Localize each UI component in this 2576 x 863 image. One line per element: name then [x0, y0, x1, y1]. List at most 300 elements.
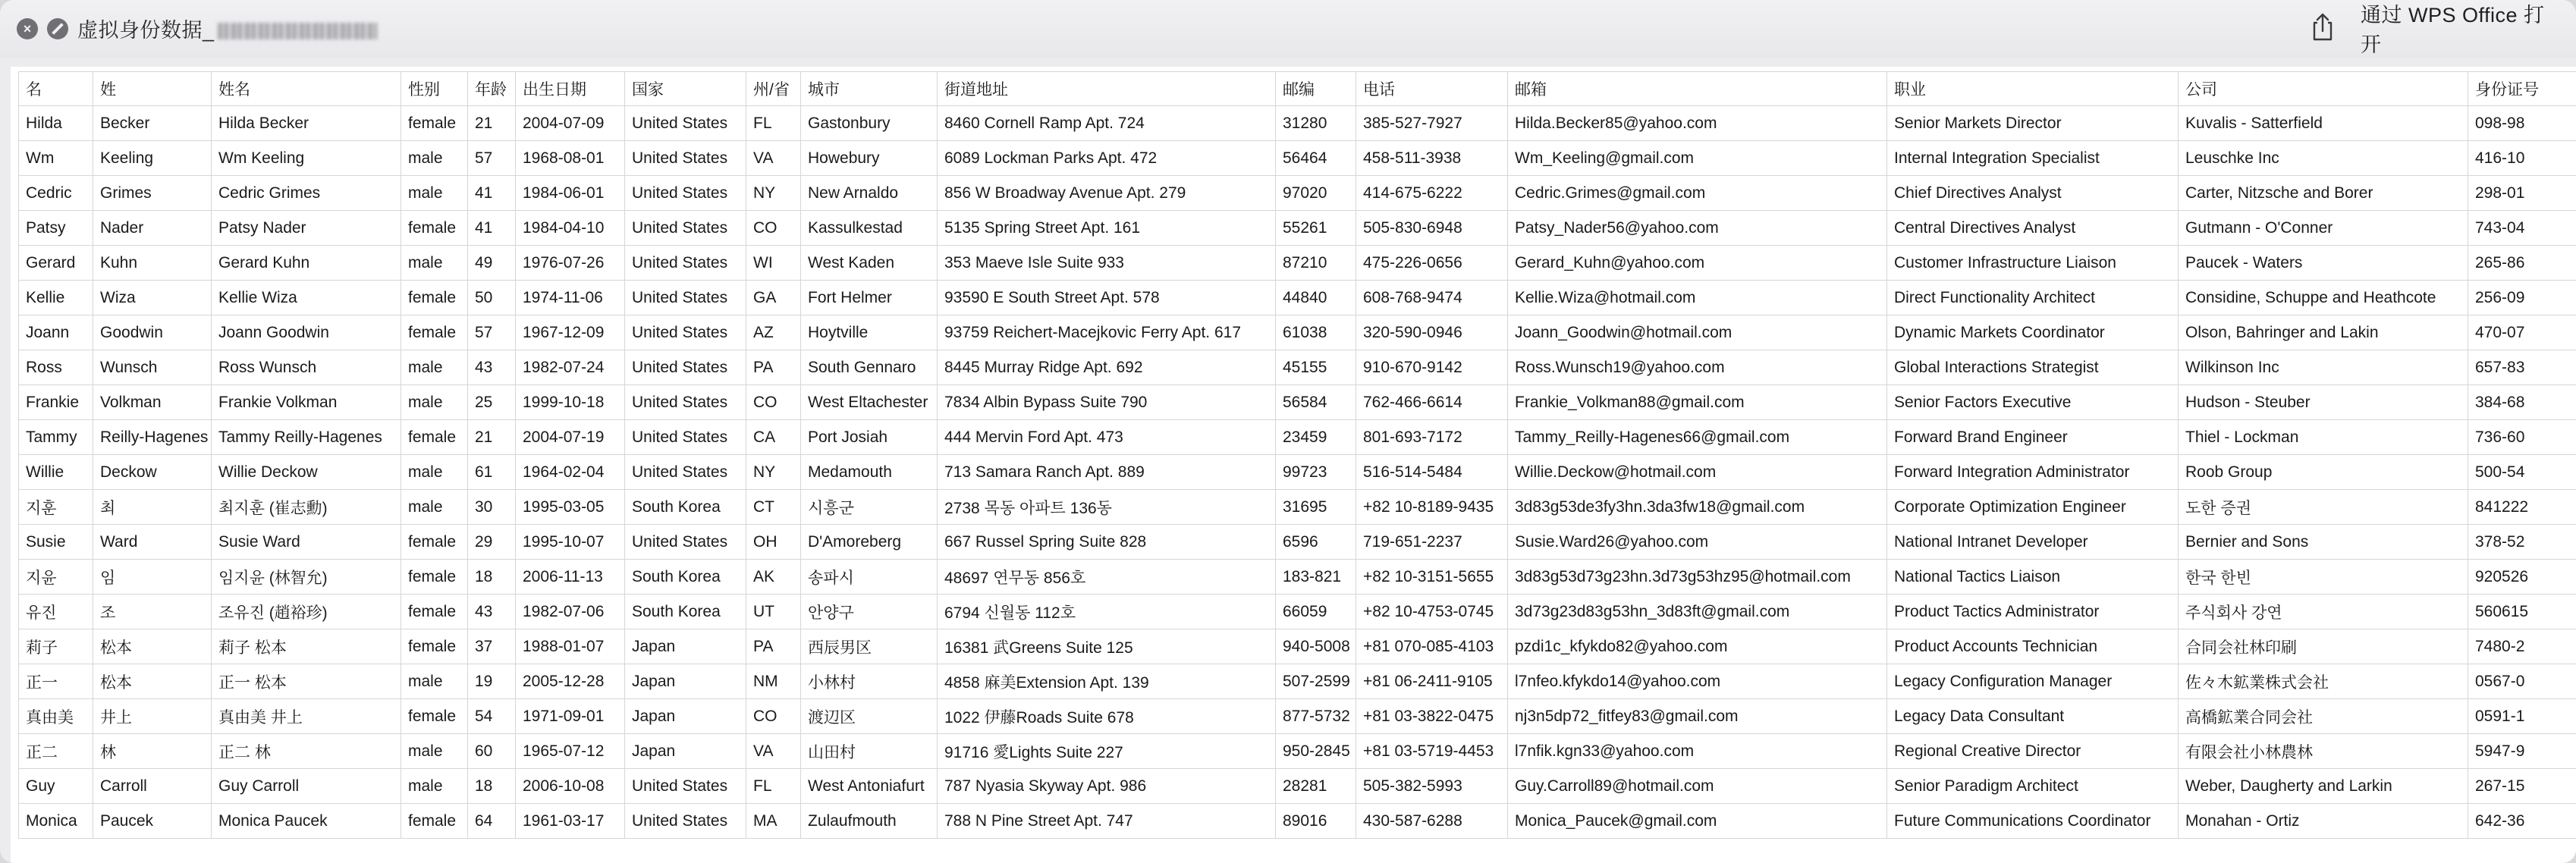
- cell-gender: female: [401, 804, 468, 839]
- cell-street-address: 91716 愛Lights Suite 227: [938, 734, 1276, 769]
- column-header-last-name: 姓: [93, 72, 212, 106]
- cell-company: Considine, Schuppe and Heathcote: [2179, 281, 2468, 315]
- table-row: [19, 664, 2576, 699]
- cell-state: PA: [746, 350, 801, 385]
- cell-city: D'Amoreberg: [801, 525, 938, 560]
- cell-age: 18: [468, 560, 516, 595]
- table-row: [19, 141, 2576, 176]
- cell-postal-code: 89016: [1276, 804, 1356, 839]
- cell-full-name: Ross Wunsch: [212, 350, 401, 385]
- cell-country: United States: [625, 106, 746, 141]
- cell-street-address: 4858 麻美Extension Apt. 139: [938, 664, 1276, 699]
- cell-city: West Eltachester: [801, 385, 938, 420]
- table-row: [19, 769, 2576, 804]
- column-header-city: 城市: [801, 72, 938, 106]
- cell-street-address: 6089 Lockman Parks Apt. 472: [938, 141, 1276, 176]
- cell-phone: +82 10-4753-0745: [1356, 595, 1508, 629]
- column-header-street-address: 街道地址: [938, 72, 1276, 106]
- cell-gender: male: [401, 769, 468, 804]
- cell-postal-code: 97020: [1276, 176, 1356, 211]
- table-row: [19, 315, 2576, 350]
- cell-last-name: 松本: [93, 629, 212, 664]
- table-row: [19, 281, 2576, 315]
- cell-country: South Korea: [625, 595, 746, 629]
- cell-birth-date: 1984-06-01: [516, 176, 625, 211]
- data-table: [18, 71, 2576, 839]
- cell-state: MA: [746, 804, 801, 839]
- cell-state: OH: [746, 525, 801, 560]
- cell-postal-code: 28281: [1276, 769, 1356, 804]
- cell-postal-code: 940-5008: [1276, 629, 1356, 664]
- cell-first-name: Monica: [19, 804, 93, 839]
- cell-job-title: Customer Infrastructure Liaison: [1887, 246, 2179, 281]
- cell-last-name: Carroll: [93, 769, 212, 804]
- cell-state: NY: [746, 455, 801, 490]
- table-row: [19, 350, 2576, 385]
- cell-gender: female: [401, 525, 468, 560]
- block-icon[interactable]: [47, 18, 68, 39]
- cell-id-number: 0591-1: [2468, 699, 2576, 734]
- cell-full-name: 正一 松本: [212, 664, 401, 699]
- cell-street-address: 16381 武Greens Suite 125: [938, 629, 1276, 664]
- cell-company: Hudson - Steuber: [2179, 385, 2468, 420]
- cell-last-name: Ward: [93, 525, 212, 560]
- cell-phone: 385-527-7927: [1356, 106, 1508, 141]
- cell-age: 37: [468, 629, 516, 664]
- cell-state: CA: [746, 420, 801, 455]
- cell-full-name: Hilda Becker: [212, 106, 401, 141]
- cell-country: United States: [625, 769, 746, 804]
- cell-last-name: Deckow: [93, 455, 212, 490]
- cell-state: CO: [746, 211, 801, 246]
- cell-company: Thiel - Lockman: [2179, 420, 2468, 455]
- cell-email: l7nfeo.kfykdo14@yahoo.com: [1508, 664, 1887, 699]
- cell-country: Japan: [625, 699, 746, 734]
- cell-birth-date: 1964-02-04: [516, 455, 625, 490]
- cell-street-address: 8460 Cornell Ramp Apt. 724: [938, 106, 1276, 141]
- cell-job-title: Corporate Optimization Engineer: [1887, 490, 2179, 525]
- cell-job-title: Forward Brand Engineer: [1887, 420, 2179, 455]
- cell-email: Tammy_Reilly-Hagenes66@gmail.com: [1508, 420, 1887, 455]
- column-header-id-number: 身份证号: [2468, 72, 2576, 106]
- cell-phone: +81 070-085-4103: [1356, 629, 1508, 664]
- cell-birth-date: 1999-10-18: [516, 385, 625, 420]
- cell-full-name: Kellie Wiza: [212, 281, 401, 315]
- cell-id-number: 642-36: [2468, 804, 2576, 839]
- cell-state: CO: [746, 699, 801, 734]
- cell-postal-code: 6596: [1276, 525, 1356, 560]
- cell-age: 61: [468, 455, 516, 490]
- cell-first-name: Kellie: [19, 281, 93, 315]
- cell-birth-date: 1982-07-24: [516, 350, 625, 385]
- cell-phone: 762-466-6614: [1356, 385, 1508, 420]
- cell-email: Cedric.Grimes@gmail.com: [1508, 176, 1887, 211]
- cell-city: 山田村: [801, 734, 938, 769]
- cell-age: 21: [468, 420, 516, 455]
- cell-country: Japan: [625, 629, 746, 664]
- cell-postal-code: 31695: [1276, 490, 1356, 525]
- window-title-text: 虚拟身份数据_: [77, 19, 215, 42]
- cell-first-name: Frankie: [19, 385, 93, 420]
- cell-job-title: Product Tactics Administrator: [1887, 595, 2179, 629]
- cell-first-name: Willie: [19, 455, 93, 490]
- column-header-country: 国家: [625, 72, 746, 106]
- cell-postal-code: 31280: [1276, 106, 1356, 141]
- cell-email: Monica_Paucek@gmail.com: [1508, 804, 1887, 839]
- cell-job-title: Regional Creative Director: [1887, 734, 2179, 769]
- cell-company: Olson, Bahringer and Lakin: [2179, 315, 2468, 350]
- cell-first-name: Tammy: [19, 420, 93, 455]
- cell-first-name: 正二: [19, 734, 93, 769]
- cell-street-address: 5135 Spring Street Apt. 161: [938, 211, 1276, 246]
- cell-full-name: 조유진 (趙裕珍): [212, 595, 401, 629]
- cell-full-name: Guy Carroll: [212, 769, 401, 804]
- cell-full-name: Tammy Reilly-Hagenes: [212, 420, 401, 455]
- cell-age: 57: [468, 315, 516, 350]
- cell-first-name: 正一: [19, 664, 93, 699]
- column-header-age: 年龄: [468, 72, 516, 106]
- cell-id-number: 098-98: [2468, 106, 2576, 141]
- table-row: [19, 525, 2576, 560]
- cell-gender: female: [401, 595, 468, 629]
- cell-state: GA: [746, 281, 801, 315]
- cell-company: 合同会社林印刷: [2179, 629, 2468, 664]
- cell-state: PA: [746, 629, 801, 664]
- cell-country: Japan: [625, 664, 746, 699]
- window-title: [77, 14, 377, 43]
- cell-gender: male: [401, 246, 468, 281]
- table-row: [19, 490, 2576, 525]
- cell-country: United States: [625, 246, 746, 281]
- cell-first-name: Ross: [19, 350, 93, 385]
- cell-phone: 505-382-5993: [1356, 769, 1508, 804]
- cell-city: Fort Helmer: [801, 281, 938, 315]
- cell-last-name: Becker: [93, 106, 212, 141]
- cell-phone: 430-587-6288: [1356, 804, 1508, 839]
- cell-email: Ross.Wunsch19@yahoo.com: [1508, 350, 1887, 385]
- cell-country: Japan: [625, 734, 746, 769]
- cell-gender: female: [401, 629, 468, 664]
- cell-full-name: Joann Goodwin: [212, 315, 401, 350]
- cell-id-number: 416-10: [2468, 141, 2576, 176]
- cell-age: 43: [468, 350, 516, 385]
- cell-state: AK: [746, 560, 801, 595]
- cell-city: 小林村: [801, 664, 938, 699]
- table-row: [19, 804, 2576, 839]
- cell-id-number: 267-15: [2468, 769, 2576, 804]
- cell-street-address: 1022 伊藤Roads Suite 678: [938, 699, 1276, 734]
- cell-last-name: Nader: [93, 211, 212, 246]
- cell-email: 3d83g53de3fy3hn.3da3fw18@gmail.com: [1508, 490, 1887, 525]
- cell-age: 43: [468, 595, 516, 629]
- cell-street-address: 7834 Albin Bypass Suite 790: [938, 385, 1276, 420]
- cell-id-number: 500-54: [2468, 455, 2576, 490]
- cell-gender: male: [401, 664, 468, 699]
- table-row: [19, 420, 2576, 455]
- cell-full-name: Willie Deckow: [212, 455, 401, 490]
- column-header-full-name: 姓名: [212, 72, 401, 106]
- cell-phone: 801-693-7172: [1356, 420, 1508, 455]
- cell-postal-code: 66059: [1276, 595, 1356, 629]
- cell-company: 高橋鉱業合同会社: [2179, 699, 2468, 734]
- cell-age: 64: [468, 804, 516, 839]
- cell-postal-code: 23459: [1276, 420, 1356, 455]
- cell-street-address: 2738 목동 아파트 136동: [938, 490, 1276, 525]
- cell-postal-code: 99723: [1276, 455, 1356, 490]
- cell-phone: 505-830-6948: [1356, 211, 1508, 246]
- cell-company: Paucek - Waters: [2179, 246, 2468, 281]
- cell-phone: +81 06-2411-9105: [1356, 664, 1508, 699]
- cell-street-address: 667 Russel Spring Suite 828: [938, 525, 1276, 560]
- cell-birth-date: 2005-12-28: [516, 664, 625, 699]
- cell-id-number: 7480-2: [2468, 629, 2576, 664]
- cell-phone: 320-590-0946: [1356, 315, 1508, 350]
- cell-street-address: 8445 Murray Ridge Apt. 692: [938, 350, 1276, 385]
- cell-street-address: 6794 신월동 112호: [938, 595, 1276, 629]
- cell-gender: female: [401, 315, 468, 350]
- cell-first-name: Guy: [19, 769, 93, 804]
- cell-birth-date: 1984-04-10: [516, 211, 625, 246]
- cell-first-name: 지윤: [19, 560, 93, 595]
- cell-full-name: 임지윤 (林智允): [212, 560, 401, 595]
- cell-job-title: Direct Functionality Architect: [1887, 281, 2179, 315]
- cell-birth-date: 1971-09-01: [516, 699, 625, 734]
- cell-city: Howebury: [801, 141, 938, 176]
- cell-last-name: 최: [93, 490, 212, 525]
- cell-email: Joann_Goodwin@hotmail.com: [1508, 315, 1887, 350]
- cell-state: UT: [746, 595, 801, 629]
- cell-company: Bernier and Sons: [2179, 525, 2468, 560]
- cell-last-name: Reilly-Hagenes: [93, 420, 212, 455]
- cell-age: 49: [468, 246, 516, 281]
- cell-phone: 608-768-9474: [1356, 281, 1508, 315]
- cell-street-address: 787 Nyasia Skyway Apt. 986: [938, 769, 1276, 804]
- column-header-birth-date: 出生日期: [516, 72, 625, 106]
- cell-job-title: Forward Integration Administrator: [1887, 455, 2179, 490]
- cell-company: 한국 한빈: [2179, 560, 2468, 595]
- table-row: [19, 699, 2576, 734]
- cell-state: WI: [746, 246, 801, 281]
- cell-job-title: Chief Directives Analyst: [1887, 176, 2179, 211]
- cell-first-name: Susie: [19, 525, 93, 560]
- cell-last-name: 井上: [93, 699, 212, 734]
- column-header-gender: 性别: [401, 72, 468, 106]
- column-header-phone: 电话: [1356, 72, 1508, 106]
- share-icon[interactable]: [2309, 12, 2336, 42]
- cell-postal-code: 55261: [1276, 211, 1356, 246]
- cell-full-name: Patsy Nader: [212, 211, 401, 246]
- cell-country: United States: [625, 350, 746, 385]
- cell-street-address: 93590 E South Street Apt. 578: [938, 281, 1276, 315]
- cell-birth-date: 1995-10-07: [516, 525, 625, 560]
- cell-birth-date: 1988-01-07: [516, 629, 625, 664]
- table-row: [19, 385, 2576, 420]
- cell-postal-code: 87210: [1276, 246, 1356, 281]
- cell-country: United States: [625, 141, 746, 176]
- cell-id-number: 920526: [2468, 560, 2576, 595]
- cell-job-title: National Tactics Liaison: [1887, 560, 2179, 595]
- cell-city: Gastonbury: [801, 106, 938, 141]
- column-header-email: 邮箱: [1508, 72, 1887, 106]
- cell-postal-code: 507-2599: [1276, 664, 1356, 699]
- cell-id-number: 743-04: [2468, 211, 2576, 246]
- open-with-wps-button[interactable]: 通过 WPS Office 打开: [2361, 4, 2545, 56]
- cell-id-number: 736-60: [2468, 420, 2576, 455]
- cell-job-title: Dynamic Markets Coordinator: [1887, 315, 2179, 350]
- cell-street-address: 444 Mervin Ford Apt. 473: [938, 420, 1276, 455]
- table-row: [19, 246, 2576, 281]
- cell-job-title: Senior Markets Director: [1887, 106, 2179, 141]
- cell-country: United States: [625, 176, 746, 211]
- title-bar: [0, 0, 2576, 58]
- cell-phone: 516-514-5484: [1356, 455, 1508, 490]
- cell-postal-code: 45155: [1276, 350, 1356, 385]
- cell-birth-date: 2004-07-19: [516, 420, 625, 455]
- cell-id-number: 841222: [2468, 490, 2576, 525]
- cell-last-name: Paucek: [93, 804, 212, 839]
- cell-id-number: 256-09: [2468, 281, 2576, 315]
- cell-job-title: Global Interactions Strategist: [1887, 350, 2179, 385]
- header-row: [19, 72, 2576, 106]
- cell-job-title: Central Directives Analyst: [1887, 211, 2179, 246]
- cell-company: Roob Group: [2179, 455, 2468, 490]
- cell-phone: 414-675-6222: [1356, 176, 1508, 211]
- cell-country: South Korea: [625, 560, 746, 595]
- cell-first-name: 유진: [19, 595, 93, 629]
- cell-gender: male: [401, 385, 468, 420]
- cell-company: Carter, Nitzsche and Borer: [2179, 176, 2468, 211]
- cell-age: 19: [468, 664, 516, 699]
- cell-street-address: 93759 Reichert-Macejkovic Ferry Apt. 617: [938, 315, 1276, 350]
- cell-country: United States: [625, 525, 746, 560]
- cell-country: United States: [625, 804, 746, 839]
- cell-last-name: 조: [93, 595, 212, 629]
- cell-age: 50: [468, 281, 516, 315]
- spreadsheet-preview[interactable]: [11, 67, 2576, 863]
- cell-job-title: Legacy Configuration Manager: [1887, 664, 2179, 699]
- cell-postal-code: 56584: [1276, 385, 1356, 420]
- cell-id-number: 384-68: [2468, 385, 2576, 420]
- table-row: [19, 734, 2576, 769]
- cell-job-title: Senior Paradigm Architect: [1887, 769, 2179, 804]
- cell-postal-code: 950-2845: [1276, 734, 1356, 769]
- cell-email: Guy.Carroll89@hotmail.com: [1508, 769, 1887, 804]
- cell-last-name: 松本: [93, 664, 212, 699]
- cell-state: CT: [746, 490, 801, 525]
- cell-id-number: 657-83: [2468, 350, 2576, 385]
- cell-job-title: Product Accounts Technician: [1887, 629, 2179, 664]
- cell-full-name: Cedric Grimes: [212, 176, 401, 211]
- cell-age: 57: [468, 141, 516, 176]
- cell-age: 29: [468, 525, 516, 560]
- cell-gender: male: [401, 734, 468, 769]
- cell-city: 渡辺区: [801, 699, 938, 734]
- cell-postal-code: 61038: [1276, 315, 1356, 350]
- cell-email: Patsy_Nader56@yahoo.com: [1508, 211, 1887, 246]
- cell-gender: female: [401, 106, 468, 141]
- cell-company: 佐々木鉱業株式会社: [2179, 664, 2468, 699]
- cell-birth-date: 1976-07-26: [516, 246, 625, 281]
- cell-country: United States: [625, 385, 746, 420]
- cell-first-name: 지훈: [19, 490, 93, 525]
- cell-full-name: Monica Paucek: [212, 804, 401, 839]
- cell-first-name: Patsy: [19, 211, 93, 246]
- cell-email: Kellie.Wiza@hotmail.com: [1508, 281, 1887, 315]
- cell-last-name: Grimes: [93, 176, 212, 211]
- cell-full-name: 최지훈 (崔志勳): [212, 490, 401, 525]
- cell-email: pzdi1c_kfykdo82@yahoo.com: [1508, 629, 1887, 664]
- cell-first-name: Gerard: [19, 246, 93, 281]
- table-row: [19, 211, 2576, 246]
- cell-country: United States: [625, 420, 746, 455]
- cell-job-title: Internal Integration Specialist: [1887, 141, 2179, 176]
- cell-full-name: 真由美 井上: [212, 699, 401, 734]
- cell-first-name: 莉子: [19, 629, 93, 664]
- cell-city: Hoytville: [801, 315, 938, 350]
- cell-email: nj3n5dp72_fitfey83@gmail.com: [1508, 699, 1887, 734]
- cell-state: NM: [746, 664, 801, 699]
- cell-city: 시흥군: [801, 490, 938, 525]
- cell-birth-date: 2004-07-09: [516, 106, 625, 141]
- cell-last-name: Goodwin: [93, 315, 212, 350]
- cell-phone: 719-651-2237: [1356, 525, 1508, 560]
- cell-birth-date: 1965-07-12: [516, 734, 625, 769]
- cell-first-name: 真由美: [19, 699, 93, 734]
- cell-city: 안양구: [801, 595, 938, 629]
- cell-state: CO: [746, 385, 801, 420]
- cell-job-title: Legacy Data Consultant: [1887, 699, 2179, 734]
- cell-city: New Arnaldo: [801, 176, 938, 211]
- cell-birth-date: 2006-11-13: [516, 560, 625, 595]
- cell-state: FL: [746, 106, 801, 141]
- cell-city: 西辰男区: [801, 629, 938, 664]
- cell-country: United States: [625, 281, 746, 315]
- cell-city: South Gennaro: [801, 350, 938, 385]
- cell-gender: male: [401, 176, 468, 211]
- cell-phone: 910-670-9142: [1356, 350, 1508, 385]
- cell-birth-date: 1967-12-09: [516, 315, 625, 350]
- cell-full-name: Gerard Kuhn: [212, 246, 401, 281]
- cell-phone: +81 03-3822-0475: [1356, 699, 1508, 734]
- cell-first-name: Hilda: [19, 106, 93, 141]
- cell-gender: male: [401, 141, 468, 176]
- cell-age: 30: [468, 490, 516, 525]
- cell-country: United States: [625, 211, 746, 246]
- table-row: [19, 629, 2576, 664]
- cell-first-name: Wm: [19, 141, 93, 176]
- cell-last-name: Kuhn: [93, 246, 212, 281]
- cell-full-name: 莉子 松本: [212, 629, 401, 664]
- cell-birth-date: 2006-10-08: [516, 769, 625, 804]
- cell-phone: +82 10-3151-5655: [1356, 560, 1508, 595]
- cell-city: Port Josiah: [801, 420, 938, 455]
- cell-email: Hilda.Becker85@yahoo.com: [1508, 106, 1887, 141]
- cell-company: Monahan - Ortiz: [2179, 804, 2468, 839]
- cell-phone: 475-226-0656: [1356, 246, 1508, 281]
- cell-state: NY: [746, 176, 801, 211]
- close-icon[interactable]: ×: [17, 18, 38, 39]
- cell-job-title: Senior Factors Executive: [1887, 385, 2179, 420]
- cell-email: l7nfik.kgn33@yahoo.com: [1508, 734, 1887, 769]
- column-header-company: 公司: [2179, 72, 2468, 106]
- cell-id-number: 0567-0: [2468, 664, 2576, 699]
- cell-city: 송파시: [801, 560, 938, 595]
- cell-first-name: Joann: [19, 315, 93, 350]
- cell-email: Frankie_Volkman88@gmail.com: [1508, 385, 1887, 420]
- cell-phone: +82 10-8189-9435: [1356, 490, 1508, 525]
- cell-phone: 458-511-3938: [1356, 141, 1508, 176]
- cell-email: Gerard_Kuhn@yahoo.com: [1508, 246, 1887, 281]
